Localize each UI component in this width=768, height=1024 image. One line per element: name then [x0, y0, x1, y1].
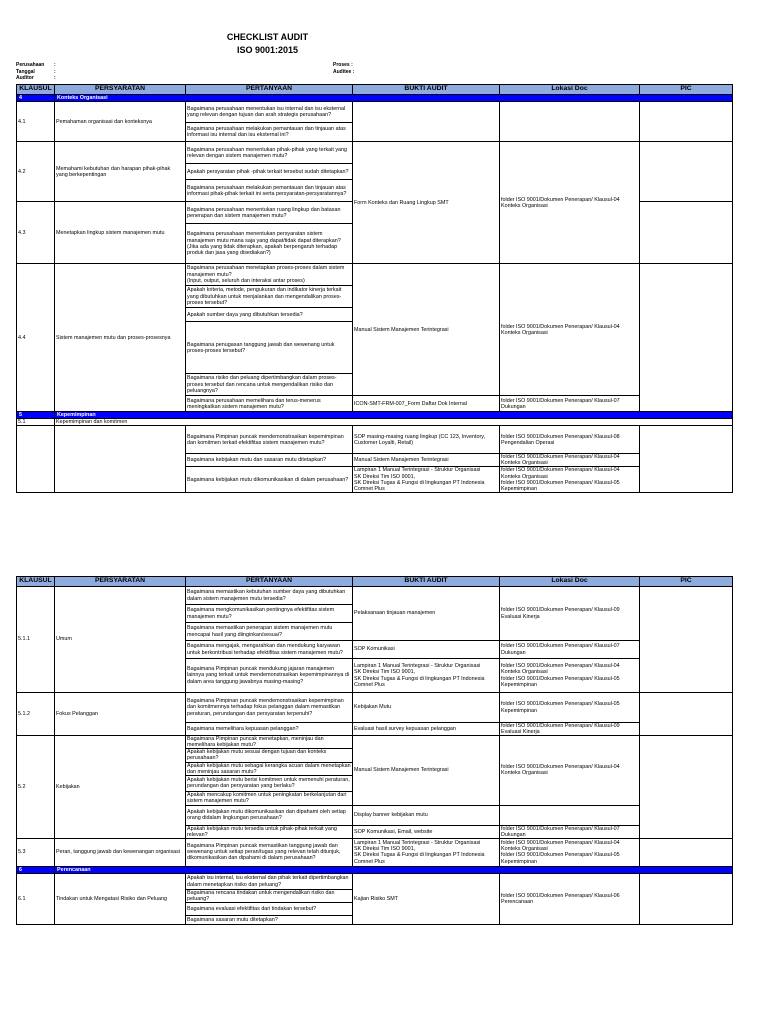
lokasi-cell: folder ISO 9001/Dokumen Penerapan/ Klausul-07 Dukungan	[500, 396, 640, 412]
pic-cell	[640, 142, 733, 202]
pic-cell	[640, 202, 733, 264]
meta-sep: :	[54, 62, 56, 68]
column-header: PERSYARATAN	[55, 577, 186, 587]
pertanyaan-cell: Bagaimana perusahaan menentukan persyaratan sistem manajemen mutu mana saja yang dapat/tidak dapat diterapkan? (Jika ada yang tidak diterapkan, apakah berpengaruh terhadap produk dan jasa yang disediakan?)	[186, 224, 353, 264]
lokasi-cell: folder ISO 9001/Dokumen Penerapan/ Klausul-04 Konteks Organisasi	[500, 454, 640, 467]
persyaratan-cell: Memahami kebutuhan dan harapan pihak-pihak yang berkepentingan	[55, 142, 186, 202]
bukti-cell: Lampiran 1 Manual Terintegrasi - Struktur Organisasi SK Direksi Tim ISO 9001, SK Direksi Tugas & Fungsi di lingkungan PT Indonesia Comnet Plus	[353, 838, 500, 866]
section-number: 5	[17, 412, 55, 419]
pic-cell	[640, 426, 733, 493]
pic-cell	[640, 874, 733, 925]
pertanyaan-cell: Bagaimana Pimpinan puncak mendukung jajaran manajemen lainnya yang terkait untuk mendemonstrasikan kepemimpinannya di dalam area tanggung jawabnya masing-masing?	[186, 659, 353, 693]
persyaratan-cell: Tindakan untuk Mengatasi Risiko dan Peluang	[55, 874, 186, 925]
column-header: BUKTI AUDIT	[353, 85, 500, 95]
lokasi-cell	[500, 805, 640, 825]
column-header: PIC	[640, 85, 733, 95]
pic-cell	[640, 736, 733, 839]
table-row	[17, 102, 733, 123]
pertanyaan-cell: Apakah kebijakan mutu sebagai kerangka acuan dalam menetapkan dan meninjau sasaran mutu?	[187, 762, 351, 775]
pertanyaan-cell: Bagaimana perusahaan memelihara dan terus-menerus meningkatkan sistem manajemen mutu?	[186, 396, 353, 412]
lokasi-cell: folder ISO 9001/Dokumen Penerapan/ Klausul-07 Dukungan	[500, 825, 640, 838]
persyaratan-cell: Menetapkan lingkup sistem manajemen mutu	[55, 202, 186, 264]
meta-auditee: Auditee :	[333, 68, 355, 75]
pertanyaan-cell: Apakah isu internal, isu eksternal dan pihak terkait dipertimbangkan dalam menetapkan risiko dan peluang?	[186, 874, 353, 890]
meta-left	[16, 62, 56, 82]
column-header: Lokasi Doc	[500, 577, 640, 587]
pertanyaan-cell: Bagaimana perusahaan menetapkan proses-proses dalam sistem manajemen mutu? (Input, output, seluruh dan interaksi antar proses)	[186, 264, 353, 286]
pertanyaan-cell: Bagaimana evaluasi efektifitas dari tindakan tersebut?	[186, 903, 353, 916]
document-title: CHECKLIST AUDIT	[226, 32, 309, 42]
table-row	[17, 426, 733, 454]
subsection-title: Kepemimpinan dan komitmen	[55, 419, 733, 426]
lokasi-cell: folder ISO 9001/Dokumen Penerapan/ Klausul-09 Evaluasi Kinerja	[500, 723, 640, 736]
meta-proses: Proses :	[333, 62, 353, 68]
klausul-cell: 5.1.1	[17, 587, 55, 693]
table-header	[17, 85, 733, 95]
lokasi-cell: folder ISO 9001/Dokumen Penerapan/ Klausul-04 Konteks Organisasi folder ISO 9001/Dokumen Penerapan/ Klausul-05 Kepemimpinan	[500, 467, 640, 492]
pertanyaan-cell: Bagaimana kebijakan mutu dikomunikasikan di dalam perusahaan?	[186, 467, 353, 492]
pertanyaan-cell: Bagaimana memastikan kebutuhan sumber daya yang dibutuhkan dalam sistem manajemen mutu tersedia?	[186, 587, 353, 605]
pertanyaan-cell: Bagaimana perusahaan melakukan pemantauan dan tinjauan atas informasi isu internal dan isu eksternal ini?	[186, 123, 353, 142]
meta-label: Auditor	[16, 75, 34, 81]
table-row	[17, 142, 733, 164]
meta-label: Tanggal	[16, 68, 35, 75]
column-header: BUKTI AUDIT	[353, 577, 500, 587]
persyaratan-cell	[55, 426, 186, 493]
bukti-cell: Manual Sistem Manajemen Terintegrasi	[353, 454, 500, 467]
lokasi-cell: folder ISO 9001/Dokumen Penerapan/ Klausul-07 Dukungan	[500, 641, 640, 659]
column-header: PIC	[640, 577, 733, 587]
bukti-cell: SOP masing-masing ruang lingkup (CC 123, Inventory, Customer Loyalti, Retail)	[353, 426, 500, 454]
klausul-cell: 6.1	[17, 874, 55, 925]
lokasi-cell: folder ISO 9001/Dokumen Penerapan/ Klausul-04 Konteks Organisasi	[500, 264, 640, 396]
column-header: KLAUSUL	[17, 577, 55, 587]
pertanyaan-cell: Bagaimana perusahaan menentukan isu internal dan isu eksternal yang relevan dengan tujuan dan arah strategis perusahaan?	[186, 102, 353, 123]
table-header	[17, 577, 733, 587]
checklist-table-page2	[16, 576, 733, 925]
pertanyaan-cell: Apakah persyaratan pihak -pihak terkait tersebut sudah ditetapkan?	[186, 164, 353, 180]
table-row	[17, 587, 733, 605]
klausul-cell: 4.3	[17, 202, 55, 264]
pic-cell	[640, 693, 733, 736]
lokasi-cell: folder ISO 9001/Dokumen Penerapan/ Klausul-04 Konteks Organisasi folder ISO 9001/Dokumen Penerapan/ Klausul-05 Kepemimpinan	[500, 659, 640, 693]
bukti-cell: Lampiran 1 Manual Terintegrasi - Struktur Organisasi SK Direksi Tim ISO 9001, SK Direksi Tugas & Fungsi di lingkungan PT Indonesia Comnet Plus	[353, 659, 500, 693]
section-number: 4	[17, 95, 55, 102]
lokasi-cell: folder ISO 9001/Dokumen Penerapan/ Klausul-06 Perencanaan	[500, 874, 640, 925]
pertanyaan-cell: Bagaimana rencana tindakan untuk mengendalikan risiko dan peluang?	[186, 890, 353, 903]
pertanyaan-cell: Apakah kebijakan mutu berisi komitmen untuk memenuhi peraturan, perundangan dan persyaratan yang berlaku?	[186, 775, 353, 791]
persyaratan-cell: Peran, tanggung jawab dan kewenangan organisasi	[55, 838, 186, 866]
document-subtitle: ISO 9001:2015	[236, 45, 299, 55]
lokasi-cell: folder ISO 9001/Dokumen Penerapan/ Klausul-05 Kepemimpinan	[500, 693, 640, 723]
bukti-cell: SOP Komunikasi, Email, website	[353, 825, 500, 838]
pertanyaan-cell: Bagaimana kebijakan mutu dan sasaran mutu ditetapkan?	[186, 454, 353, 467]
pertanyaan-cell: Bagaimana perusahaan menentukan ruang lingkup dan batasan penerapan dan sistem manajemen mutu?	[186, 202, 353, 224]
pertanyaan-cell: Apakah kebijakan mutu sesuai dengan tujuan dan konteks perusahaan?	[186, 749, 353, 762]
lokasi-cell: folder ISO 9001/Dokumen Penerapan/ Klausul-04 Konteks Organisasi folder ISO 9001/Dokumen Penerapan/ Klausul-05 Kepemimpinan	[500, 838, 640, 866]
klausul-cell	[17, 426, 55, 493]
lokasi-cell	[500, 102, 640, 142]
meta-right	[333, 62, 354, 75]
table-row	[17, 693, 733, 723]
lokasi-cell: folder ISO 9001/Dokumen Penerapan/ Klausul-08 Pengendalian Operasi	[500, 426, 640, 454]
bukti-cell: ICON-SMT-FRM-007_Form Daftar Dok Internal	[353, 396, 500, 412]
klausul-cell: 4.1	[17, 102, 55, 142]
klausul-cell: 5.2	[17, 736, 55, 839]
bukti-cell: Kebijakan Mutu	[353, 693, 500, 723]
bukti-cell: Form Konteks dan Ruang Lingkup SMT	[353, 142, 500, 264]
persyaratan-cell: Sistem manajemen mutu dan proses-prosesnya	[55, 264, 186, 412]
persyaratan-cell: Umum	[55, 587, 186, 693]
section-row	[17, 412, 733, 419]
pertanyaan-cell: Apakah sumber daya yang dibutuhkan tersedia?	[186, 308, 353, 322]
section-row	[17, 866, 733, 873]
pic-cell	[640, 838, 733, 866]
pertanyaan-cell: Bagaimana mengajak, mengarahkan dan mendukung karyawan untuk berkontribusi terhadap efektifitas sistem manajemen mutu?	[186, 641, 353, 659]
pertanyaan-cell: Apakah kebijakan mutu dikomunikasikan dan dipahami oleh setiap orang didalam lingkungan perusahaan?	[186, 805, 353, 825]
bukti-cell: SOP Komunikasi	[353, 641, 500, 659]
klausul-cell: 4.2	[17, 142, 55, 202]
lokasi-cell: folder ISO 9001/Dokumen Penerapan/ Klausul-09 Evaluasi Kinerja	[500, 587, 640, 641]
meta-label: Perusahaan	[16, 62, 45, 68]
section-number: 6	[17, 866, 55, 873]
bukti-cell: Manual Sistem Manajemen Terintegrasi	[353, 264, 500, 396]
klausul-cell: 5.3	[17, 838, 55, 866]
pertanyaan-cell: Bagaimana penugasan tanggung jawab dan wewenang untuk proses-proses tersebut?	[186, 322, 353, 374]
lokasi-cell: folder ISO 9001/Dokumen Penerapan/ Klausul-04 Konteks Organisasi	[500, 142, 640, 264]
pertanyaan-cell: Bagaimana Pimpinan puncak mendemonstrasikan kepemimpinan dan komitmen terkait efektifitas sistem manajemen mutu?	[186, 426, 353, 454]
pertanyaan-cell: Bagaimana Pimpinan puncak memastikan tanggung jawab dan wewenang untuk setiap peran/tugas yang relevan telah ditunjuk, dikomunikasikan dan dipahami di dalam perusahaan?	[186, 838, 353, 866]
column-header: Lokasi Doc	[500, 85, 640, 95]
bukti-cell: Manual Sistem Manajemen Terintegrasi	[353, 736, 500, 806]
pertanyaan-cell: Bagaimana perusahaan menentukan pihak-pihak yang terkait yang relevan dengan sistem manajemen mutu?	[186, 142, 353, 164]
column-header: PERTANYAAN	[186, 577, 353, 587]
bukti-cell: Kajian Risiko SMT	[353, 874, 500, 925]
pertanyaan-cell: Bagaimana Pimpinan puncak menetapkan, meninjau dan memelihara kebijakan mutu?	[186, 736, 353, 749]
pertanyaan-cell: Bagaimana memastikan penerapan sistem manajemen mutu mencapai hasil yang diinginkan/sesuai?	[186, 623, 353, 641]
subsection-row	[17, 419, 733, 426]
persyaratan-cell: Kebijakan	[55, 736, 186, 839]
table-row	[17, 838, 733, 866]
table-row	[17, 874, 733, 890]
bukti-cell: Lampiran 1 Manual Terintegrasi - Struktur Organisasi SK Direksi Tim ISO 9001, SK Direksi Tugas & Fungsi di lingkungan PT Indonesia Comnet Plus	[353, 467, 500, 492]
persyaratan-cell: Pemahaman organisasi dan konteksnya	[55, 102, 186, 142]
table-row	[17, 736, 733, 749]
pic-cell	[640, 102, 733, 142]
section-title: Kepemimpinan	[55, 412, 733, 419]
column-header: PERSYARATAN	[55, 85, 186, 95]
klausul-cell: 5.1.2	[17, 693, 55, 736]
persyaratan-cell: Fokus Pelanggan	[55, 693, 186, 736]
pertanyaan-cell: Bagaimana risiko dan peluang dipertimbangkan dalam proses-proses tersebut dan rencana untuk mengendalikan risiko dan peluangnya?	[186, 374, 353, 396]
pertanyaan-cell: Bagaimana mengkomunikasikan pentingnya efektifitas sistem manajemen mutu?	[186, 605, 353, 623]
meta-sep: :	[54, 75, 56, 81]
pertanyaan-cell: Bagaimana perusahaan melakukan pemantauan dan tinjauan atas informasi pihak-pihak terkait ini serta persyaratan-persyaratannya?	[186, 180, 353, 202]
pertanyaan-cell: Bagaimana Pimpinan puncak mendemonstrasikan kepemimpinan dan komitmennya terhadap fokus pelanggan dalam memastikan peraturan, perundangan dan persyaratan terpenuhi?	[186, 693, 353, 723]
section-title: Perencanaan	[55, 866, 733, 873]
bukti-cell: Pelaksanaan tinjauan manajemen	[353, 587, 500, 641]
subsection-number: 5.1	[17, 419, 55, 426]
pic-cell	[640, 587, 733, 693]
column-header: PERTANYAAN	[186, 85, 353, 95]
bukti-cell	[353, 102, 500, 142]
pertanyaan-cell: Bagaimana memelihara kepuasan pelanggan?	[186, 723, 353, 736]
pertanyaan-cell: Apakah kebijakan mutu tersedia untuk pihak-pihak terkait yang relevan?	[186, 825, 353, 838]
pertanyaan-cell: Apakah kriteria, metode, pengukuran dan indikator kinerja terkait yang dibutuhkan untuk menjalankan dan mengendalikan proses-proses tersebut?	[186, 286, 353, 308]
checklist-table-page1	[16, 84, 733, 493]
section-title: Konteks Organisasi	[55, 95, 733, 102]
column-header: KLAUSUL	[17, 85, 55, 95]
meta-sep: :	[54, 68, 56, 75]
bukti-cell: Display banner kebijakan mutu	[353, 805, 500, 825]
bukti-cell: Evaluasi hasil survey kepuasan pelanggan	[353, 723, 500, 736]
lokasi-cell: folder ISO 9001/Dokumen Penerapan/ Klausul-04 Konteks Organisasi	[500, 736, 640, 806]
table-row	[17, 264, 733, 286]
pertanyaan-cell: Apakah mencakup komitmen untuk peningkatan berkelanjutan dari sistem manajemen mutu?	[186, 791, 353, 805]
section-row	[17, 95, 733, 102]
pertanyaan-cell: Bagaimana sasaran mutu ditetapkan?	[186, 916, 353, 925]
pic-cell	[640, 264, 733, 412]
klausul-cell: 4.4	[17, 264, 55, 412]
